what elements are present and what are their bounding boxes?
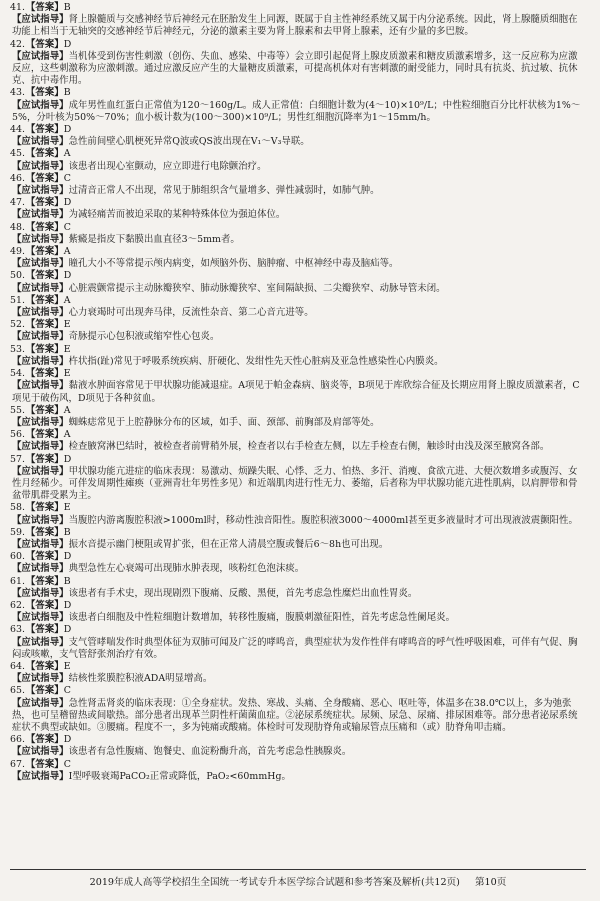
answer-row xyxy=(10,344,586,356)
answer-letter: C xyxy=(63,221,71,233)
guide-tag: 【应试指导】 xyxy=(12,697,69,709)
answer-letter: E xyxy=(63,660,71,672)
answer-tag: 【答案】 xyxy=(26,404,64,416)
answer-row xyxy=(10,295,586,307)
question-number: 50. xyxy=(10,270,26,282)
answer-letter: D xyxy=(63,734,72,746)
answer-row xyxy=(10,734,586,746)
guide-text: 该患者出现心室颤动，应立即进行电除颤治疗。 xyxy=(68,160,267,172)
answer-row xyxy=(10,759,586,771)
guide-row xyxy=(10,466,586,503)
question-number: 48. xyxy=(10,221,26,233)
guide-row xyxy=(10,234,586,246)
answer-row xyxy=(10,173,586,185)
guide-text: 紫癜是指皮下黏膜出血直径3～5mm者。 xyxy=(68,233,240,245)
answer-row xyxy=(10,197,586,209)
guide-tag: 【应试指导】 xyxy=(12,465,69,477)
answer-tag: 【答案】 xyxy=(26,429,64,441)
answer-tag: 【答案】 xyxy=(26,502,64,514)
question-number: 61. xyxy=(10,575,26,587)
answer-row xyxy=(10,124,586,136)
question-number: 47. xyxy=(10,197,26,209)
answer-list xyxy=(10,2,586,783)
guide-row xyxy=(10,51,586,88)
question-number: 55. xyxy=(10,404,26,416)
guide-text: 为减轻痛苦而被迫采取的某种特殊体位为强迫体位。 xyxy=(68,209,286,221)
question-number: 65. xyxy=(10,685,26,697)
guide-row xyxy=(10,746,586,758)
answer-letter: C xyxy=(63,685,71,697)
answer-tag: 【答案】 xyxy=(26,624,64,636)
answer-row xyxy=(10,429,586,441)
answer-letter: B xyxy=(63,526,71,538)
guide-row xyxy=(10,185,586,197)
answer-tag: 【答案】 xyxy=(26,343,64,355)
guide-row xyxy=(10,563,586,575)
answer-row xyxy=(10,551,586,563)
guide-text: 成年男性血红蛋白正常值为120～160g/L。成人正常值：白细胞计数为(4～10)×10⁹/L；中性粒细胞百分比杆状核为1%～5%，分叶核为50%～70%；血小板计数为(100～300)×10⁹/L；男性红细胞沉降率为1～15mm/h。 xyxy=(12,99,581,123)
question-number: 60. xyxy=(10,551,26,563)
guide-row xyxy=(10,771,586,783)
answer-letter: D xyxy=(63,124,72,136)
guide-text: Ⅰ型呼吸衰竭PaCO₂正常或降低，PaO₂<60mmHg。 xyxy=(68,770,291,782)
answer-row xyxy=(10,600,586,612)
answer-row xyxy=(10,661,586,673)
answer-tag: 【答案】 xyxy=(26,368,64,380)
question-number: 44. xyxy=(10,124,26,136)
question-number: 62. xyxy=(10,599,26,611)
guide-text: 当腹腔内游离腹腔积液>1000ml时，移动性浊音阳性。腹腔积液3000～4000ml甚至更多液量时才可出现液波震颤阳性。 xyxy=(68,514,578,526)
guide-tag: 【应试指导】 xyxy=(12,380,69,392)
page-footer xyxy=(10,869,586,888)
answer-row xyxy=(10,527,586,539)
guide-tag: 【应试指导】 xyxy=(12,136,69,148)
answer-tag: 【答案】 xyxy=(26,124,64,136)
guide-row xyxy=(10,539,586,551)
guide-text: 奇脉提示心包积液或缩窄性心包炎。 xyxy=(68,331,220,343)
answer-row xyxy=(10,368,586,380)
guide-row xyxy=(10,14,586,38)
guide-text: 过清音正常人不出现，常见于肺组织含气量增多、弹性减弱时，如肺气肿。 xyxy=(68,185,380,197)
answer-letter: D xyxy=(63,599,72,611)
answer-tag: 【答案】 xyxy=(26,38,64,50)
answer-letter: D xyxy=(63,38,72,50)
guide-tag: 【应试指导】 xyxy=(12,673,69,685)
guide-tag: 【应试指导】 xyxy=(12,416,69,428)
answer-letter: A xyxy=(63,404,71,416)
answer-tag: 【答案】 xyxy=(26,270,64,282)
answer-row xyxy=(10,87,586,99)
guide-tag: 【应试指导】 xyxy=(12,612,69,624)
guide-tag: 【应试指导】 xyxy=(12,209,69,221)
guide-tag: 【应试指导】 xyxy=(12,99,69,111)
guide-row xyxy=(10,307,586,319)
guide-tag: 【应试指导】 xyxy=(12,160,69,172)
answer-letter: D xyxy=(63,270,72,282)
guide-text: 当机体受到伤害性刺激（创伤、失血、感染、中毒等）会立即引起促肾上腺皮质激素和糖皮质激素增多，这一反应称为应激反应，这些刺激称为应激刺激。通过应激反应产生的大量糖皮质激素，可提高机体对有害刺激的耐受能力，同时具有抗炎、抗过敏、抗休克、抗中毒作用。 xyxy=(12,50,578,87)
answer-tag: 【答案】 xyxy=(26,221,64,233)
guide-tag: 【应试指导】 xyxy=(12,185,69,197)
guide-text: 杵状指(趾)常见于呼吸系统疾病、肝硬化、发绀性先天性心脏病及亚急性感染性心内膜炎。 xyxy=(68,355,444,367)
guide-text: 该患者有手术史，现出现剧烈下腹痛、反酸、黑便，首先考虑急性糜烂出血性胃炎。 xyxy=(68,587,418,599)
question-number: 54. xyxy=(10,368,26,380)
answer-letter: C xyxy=(63,172,71,184)
answer-tag: 【答案】 xyxy=(26,294,64,306)
answer-letter: B xyxy=(63,575,71,587)
answer-row xyxy=(10,454,586,466)
question-number: 45. xyxy=(10,148,26,160)
guide-row xyxy=(10,331,586,343)
answer-row xyxy=(10,2,586,14)
guide-text: 振水音提示幽门梗阻或胃扩张，但在正常人清晨空腹或餐后6～8h也可出现。 xyxy=(68,538,389,550)
guide-row xyxy=(10,515,586,527)
answer-letter: D xyxy=(63,197,72,209)
guide-row xyxy=(10,441,586,453)
guide-row xyxy=(10,673,586,685)
guide-tag: 【应试指导】 xyxy=(12,50,69,62)
question-number: 49. xyxy=(10,246,26,258)
answer-letter: D xyxy=(63,453,72,465)
answer-tag: 【答案】 xyxy=(26,148,64,160)
answer-letter: B xyxy=(63,2,71,13)
answer-tag: 【答案】 xyxy=(26,685,64,697)
guide-tag: 【应试指导】 xyxy=(12,307,69,319)
guide-row xyxy=(10,612,586,624)
question-number: 41. xyxy=(10,2,26,13)
guide-tag: 【应试指导】 xyxy=(12,538,69,550)
answer-row xyxy=(10,148,586,160)
guide-text: 肾上腺髓质与交感神经节后神经元在胚胎发生上同源，既属于自主性神经系统又属于内分泌系统。因此，肾上腺髓质细胞在功能上相当于无轴突的交感神经节后神经元，分泌的激素主要为肾上腺素和去甲肾上腺素，还有少量的多巴胺。 xyxy=(12,14,578,38)
answer-tag: 【答案】 xyxy=(26,660,64,672)
answer-letter: A xyxy=(63,246,71,258)
answer-row xyxy=(10,270,586,282)
answer-row xyxy=(10,39,586,51)
guide-tag: 【应试指导】 xyxy=(12,770,69,782)
guide-row xyxy=(10,637,586,661)
answer-letter: A xyxy=(63,429,71,441)
answer-letter: A xyxy=(63,148,71,160)
guide-text: 心脏震颤常提示主动脉瓣狭窄、肺动脉瓣狭窄、室间隔缺损、二尖瓣狭窄、动脉导管未闭。 xyxy=(68,282,446,294)
answer-letter: D xyxy=(63,624,72,636)
answer-tag: 【答案】 xyxy=(26,599,64,611)
guide-row xyxy=(10,380,586,404)
guide-text: 急性肾盂肾炎的临床表现：①全身症状。发热、寒战、头痛、全身酸痛、恶心、呕吐等，体温多在38.0℃以上，多为弛张热，也可呈稽留热或间歇热。部分患者出现革兰阴性杆菌菌血症。②泌尿系统症状。尿频、尿急、尿痛、排尿困难等。部分患者泌尿系统症状不典型或缺如。③腰痛。程度不一，多为钝痛或酸痛。体检时可发现肋脊角或输尿管点压痛和（或）肋脊角叩击痛。 xyxy=(12,697,578,733)
guide-tag: 【应试指导】 xyxy=(12,636,69,648)
guide-tag: 【应试指导】 xyxy=(12,746,69,758)
answer-row xyxy=(10,319,586,331)
guide-text: 黏液水肿面容常见于甲状腺功能减退症。A项见于帕金森病、脑炎等，B项见于库欣综合征及长期应用肾上腺皮质激素者，C项见于破伤风，D项见于各种贫血。 xyxy=(12,380,580,404)
question-number: 53. xyxy=(10,343,26,355)
answer-letter: C xyxy=(63,758,71,770)
question-number: 52. xyxy=(10,319,26,331)
guide-tag: 【应试指导】 xyxy=(12,258,69,270)
answer-row xyxy=(10,624,586,636)
guide-tag: 【应试指导】 xyxy=(12,587,69,599)
guide-text: 心力衰竭时可出现奔马律，反流性杂音、第二心音亢进等。 xyxy=(68,307,314,319)
answer-letter: E xyxy=(63,368,71,380)
answer-tag: 【答案】 xyxy=(26,526,64,538)
guide-tag: 【应试指导】 xyxy=(12,563,69,575)
guide-tag: 【应试指导】 xyxy=(12,233,69,245)
answer-row xyxy=(10,405,586,417)
question-number: 59. xyxy=(10,526,26,538)
question-number: 66. xyxy=(10,734,26,746)
guide-tag: 【应试指导】 xyxy=(12,14,69,26)
guide-row xyxy=(10,356,586,368)
question-number: 57. xyxy=(10,453,26,465)
answer-letter: A xyxy=(63,294,71,306)
question-number: 63. xyxy=(10,624,26,636)
answer-tag: 【答案】 xyxy=(26,575,64,587)
guide-tag: 【应试指导】 xyxy=(12,282,69,294)
answer-letter: B xyxy=(63,87,71,99)
answer-tag: 【答案】 xyxy=(26,453,64,465)
question-number: 58. xyxy=(10,502,26,514)
answer-letter: D xyxy=(63,551,72,563)
question-number: 42. xyxy=(10,38,26,50)
question-number: 46. xyxy=(10,172,26,184)
guide-text: 该患者白细胞及中性粒细胞计数增加，转移性腹痛，腹膜刺激征阳性，首先考虑急性阑尾炎。 xyxy=(68,612,455,624)
answer-tag: 【答案】 xyxy=(26,87,64,99)
answer-row xyxy=(10,222,586,234)
guide-text: 该患者有急性腹痛、饱餐史、血淀粉酶升高，首先考虑急性胰腺炎。 xyxy=(68,746,352,758)
question-number: 51. xyxy=(10,294,26,306)
answer-letter: E xyxy=(63,343,71,355)
guide-row xyxy=(10,161,586,173)
answer-tag: 【答案】 xyxy=(26,172,64,184)
guide-row xyxy=(10,417,586,429)
answer-tag: 【答案】 xyxy=(26,197,64,209)
answer-row xyxy=(10,576,586,588)
answer-tag: 【答案】 xyxy=(26,734,64,746)
guide-text: 典型急性左心衰竭可出现肺水肿表现，咳粉红色泡沫痰。 xyxy=(68,563,305,575)
answer-tag: 【答案】 xyxy=(26,551,64,563)
answer-letter: E xyxy=(63,319,71,331)
guide-row xyxy=(10,698,586,735)
answer-tag: 【答案】 xyxy=(26,319,64,331)
question-number: 43. xyxy=(10,87,26,99)
answer-tag: 【答案】 xyxy=(26,758,64,770)
question-number: 67. xyxy=(10,758,26,770)
answer-row xyxy=(10,502,586,514)
footer-page-number: 第10页 xyxy=(474,877,507,888)
guide-text: 检查腋窝淋巴结时，被检查者前臂稍外展，检查者以右手检查左侧，以左手检查右侧，触诊时由浅及深至腋窝各部。 xyxy=(68,441,550,453)
question-number: 64. xyxy=(10,660,26,672)
guide-text: 支气管哮喘发作时典型体征为双肺可闻及广泛的哮鸣音，典型症状为发作性伴有哮鸣音的呼气性呼吸困难，可伴有气促、胸闷或咳嗽，支气管舒张剂治疗有效。 xyxy=(12,636,578,660)
footer-title: 2019年成人高等学校招生全国统一考试专升本医学综合试题和参考答案及解析(共12页) xyxy=(89,877,460,888)
guide-text: 甲状腺功能亢进症的临床表现：易激动、烦躁失眠、心悸、乏力、怕热、多汗、消瘦、食欲亢进、大便次数增多或腹泻、女性月经稀少。可伴发周期性瘫痪（亚洲青壮年男性多见）和近端肌肉进行性无力、萎缩，后者称为甲状腺功能亢进性肌病，以肩胛带和骨盆带肌群受累为主。 xyxy=(12,465,578,502)
guide-row xyxy=(10,283,586,295)
answer-tag: 【答案】 xyxy=(26,246,64,258)
answer-row xyxy=(10,246,586,258)
guide-row xyxy=(10,588,586,600)
guide-row xyxy=(10,258,586,270)
guide-row xyxy=(10,209,586,221)
guide-tag: 【应试指导】 xyxy=(12,441,69,453)
answer-letter: E xyxy=(63,502,71,514)
guide-tag: 【应试指导】 xyxy=(12,514,69,526)
guide-text: 急性前间壁心肌梗死异常Q波或QS波出现在V₁～V₃导联。 xyxy=(68,136,310,148)
guide-tag: 【应试指导】 xyxy=(12,355,69,367)
answer-tag: 【答案】 xyxy=(26,2,64,13)
guide-tag: 【应试指导】 xyxy=(12,331,69,343)
guide-row xyxy=(10,100,586,124)
guide-text: 瞳孔大小不等常提示颅内病变，如颅脑外伤、脑肿瘤、中枢神经中毒及脑疝等。 xyxy=(68,258,399,270)
question-number: 56. xyxy=(10,429,26,441)
guide-row xyxy=(10,136,586,148)
answer-row xyxy=(10,685,586,697)
guide-text: 蜘蛛痣常见于上腔静脉分布的区域，如手、面、颈部、前胸部及肩部等处。 xyxy=(68,416,380,428)
guide-text: 结核性浆膜腔积液ADA明显增高。 xyxy=(68,673,213,685)
